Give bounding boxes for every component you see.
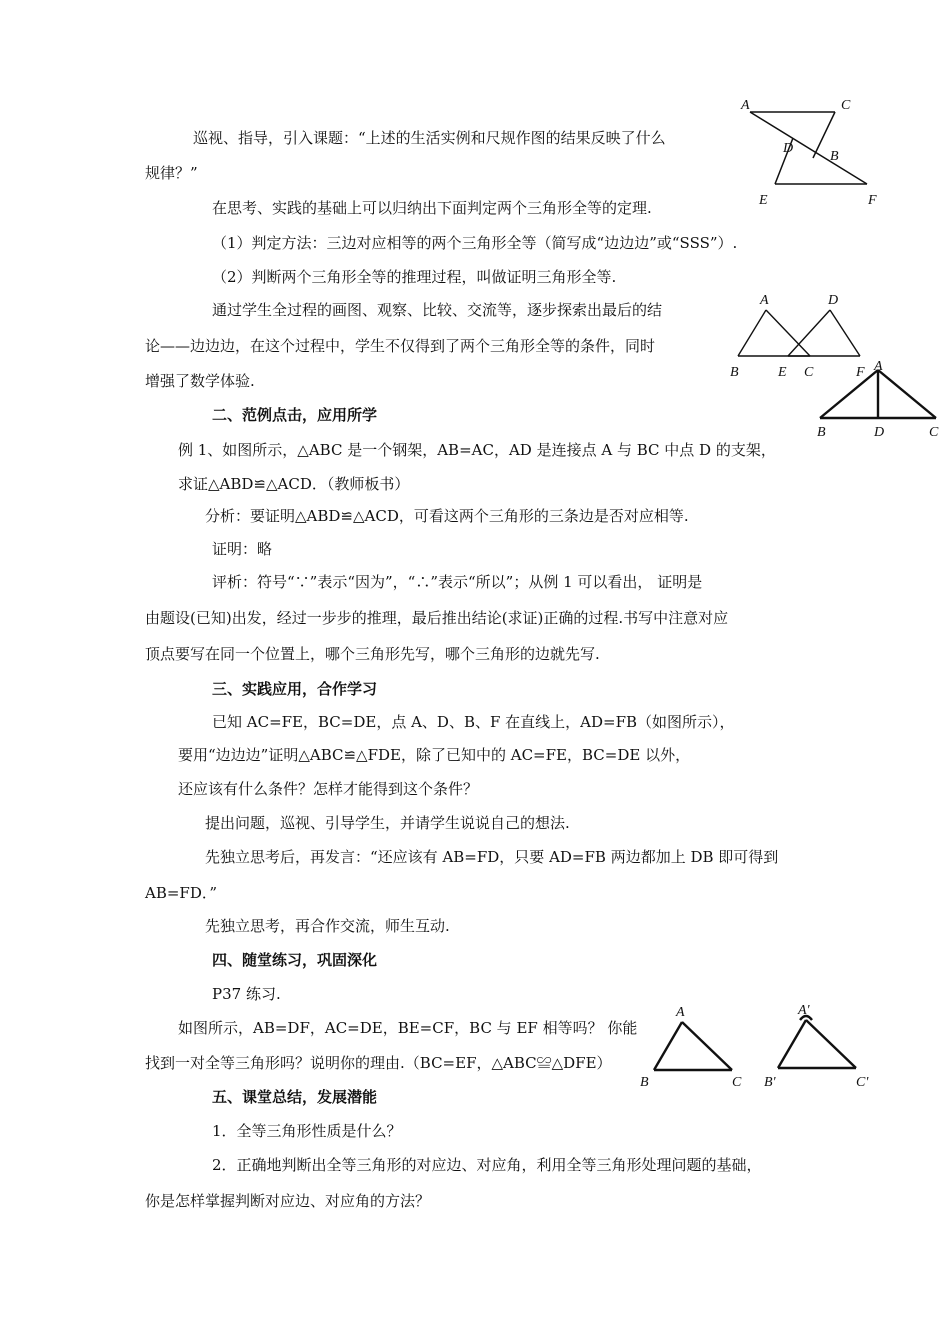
figure-triangle-abc <box>634 998 754 1093</box>
vertex-label-e: E <box>759 193 768 208</box>
section-heading: 三、实践应用，合作学习 <box>212 680 378 698</box>
vertex-label-a-prime: A' <box>798 1003 810 1018</box>
paragraph-line: 已知 AC=FE，BC=DE，点 A、D、B、F 在直线上，AD=FB（如图所示）， <box>212 713 735 731</box>
vertex-label-b: B <box>730 365 739 380</box>
vertex-label-b: B <box>830 149 839 164</box>
vertex-label-d: D <box>828 293 839 308</box>
paragraph-line: 在思考、实践的基础上可以归纳出下面判定两个三角形全等的定理. <box>212 199 652 217</box>
vertex-label-c: C <box>841 98 851 113</box>
paragraph-line: 评析：符号“∵”表示“因为”，“∴”表示“所以”；从例 1 可以看出， 证明是 <box>212 573 703 591</box>
paragraph-line: 先独立思考，再合作交流，师生互动. <box>205 917 450 935</box>
section-heading: 五、课堂总结，发展潜能 <box>212 1088 378 1106</box>
paragraph-line: 证明：略 <box>212 540 273 558</box>
paragraph-line: 如图所示，AB=DF，AC=DE，BE=CF，BC 与 EF 相等吗？ 你能 <box>178 1019 638 1037</box>
figure-triangle-abc-prime <box>758 998 878 1093</box>
section-heading: 二、范例点击，应用所学 <box>212 406 378 424</box>
figure-steel-frame <box>810 358 945 440</box>
vertex-label-a: A <box>874 359 883 374</box>
section-heading: 四、随堂练习，巩固深化 <box>212 951 378 969</box>
paragraph-line: 通过学生全过程的画图、观察、比较、交流等，逐步探索出最后的结 <box>212 301 663 319</box>
vertex-label-c: C <box>732 1075 742 1090</box>
paragraph-line: 分析：要证明△ABD≌△ACD，可看这两个三角形的三条边是否对应相等. <box>205 507 689 525</box>
vertex-label-a: A <box>760 293 769 308</box>
paragraph-line: 你是怎样掌握判断对应边、对应角的方法？ <box>145 1192 431 1210</box>
paragraph-line: 先独立思考后，再发言：“还应该有 AB=FD，只要 AD=FB 两边都加上 DB 即可得到 <box>205 848 779 866</box>
vertex-label-b: B <box>640 1075 649 1090</box>
paragraph-line: 例 1、如图所示，△ABC 是一个钢架，AB=AC，AD 是连接点 A 与 BC 中点 D 的支架， <box>178 441 776 459</box>
vertex-label-e: E <box>778 365 787 380</box>
vertex-label-a: A <box>676 1005 685 1020</box>
figure-crossed-triangles <box>735 92 885 212</box>
paragraph-line: 增强了数学体验. <box>145 372 255 390</box>
paragraph-line: 巡视、指导，引入课题：“上述的生活实例和尺规作图的结果反映了什么 <box>193 129 666 147</box>
vertex-label-d: D <box>783 141 794 156</box>
vertex-label-d: D <box>874 425 885 440</box>
paragraph-line: 论——边边边，在这个过程中，学生不仅得到了两个三角形全等的条件，同时 <box>145 337 656 355</box>
paragraph-line: 还应该有什么条件？怎样才能得到这个条件？ <box>178 780 479 798</box>
paragraph-line: 由题设(已知)出发，经过一步步的推理，最后推出结论(求证)正确的过程.书写中注意对应 <box>145 609 729 627</box>
paragraph-line: 提出问题，巡视、引导学生，并请学生说说自己的想法. <box>205 814 570 832</box>
paragraph-line: 规律？” <box>145 164 198 182</box>
vertex-label-f: F <box>868 193 877 208</box>
paragraph-line: （2）判断两个三角形全等的推理过程，叫做证明三角形全等. <box>212 268 617 286</box>
vertex-label-f: F <box>856 365 865 380</box>
paragraph-line: 2．正确地判断出全等三角形的对应边、对应角，利用全等三角形处理问题的基础， <box>212 1156 762 1174</box>
paragraph-line: 1．全等三角形性质是什么？ <box>212 1122 402 1140</box>
paragraph-line: 顶点要写在同一个位置上，哪个三角形先写，哪个三角形的边就先写. <box>145 645 600 663</box>
vertex-label-c: C <box>929 425 939 440</box>
vertex-label-c: C <box>804 365 814 380</box>
paragraph-line: （1）判定方法：三边对应相等的两个三角形全等（简写成“边边边”或“SSS”）. <box>212 234 738 252</box>
vertex-label-b-prime: B' <box>764 1075 776 1090</box>
paragraph-line: 要用“边边边”证明△ABC≌△FDE，除了已知中的 AC=FE，BC=DE 以外， <box>178 746 691 764</box>
paragraph-line: 找到一对全等三角形吗？说明你的理由.（BC=EF，△ABC≌△DFE） <box>145 1054 612 1072</box>
paragraph-line: AB=FD．” <box>145 884 218 902</box>
vertex-label-c-prime: C' <box>856 1075 869 1090</box>
paragraph-line: P37 练习. <box>212 985 281 1003</box>
paragraph-line: 求证△ABD≌△ACD．（教师板书） <box>178 475 410 493</box>
vertex-label-a: A <box>741 98 750 113</box>
vertex-label-b: B <box>817 425 826 440</box>
